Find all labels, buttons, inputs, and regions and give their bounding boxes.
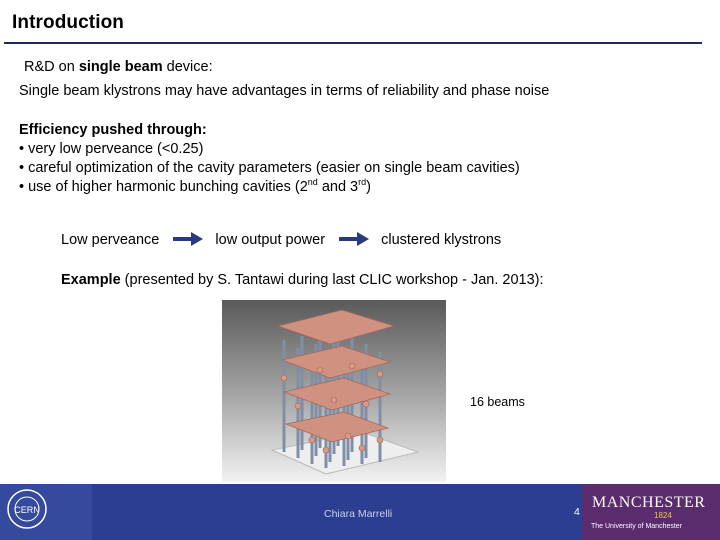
manchester-subtitle: The University of Manchester (591, 523, 683, 530)
intro-line (24, 59, 213, 75)
bullet3-mid: and 3 (317, 179, 359, 195)
efficiency-heading: Efficiency pushed through: (19, 122, 207, 138)
bullet-harmonic-cavities (19, 179, 371, 195)
title-underline (4, 42, 702, 44)
cern-logo-icon (6, 488, 48, 530)
chain-item-clustered-klystrons: clustered klystrons (381, 232, 502, 248)
slide-title: Introduction (12, 12, 125, 33)
svg-text:CERN: CERN (14, 505, 40, 515)
bullet3-sup-nd: nd (307, 177, 318, 187)
example-rest: (presented by S. Tantawi during last CLIC workshop - Jan. 2013): (120, 272, 544, 288)
chain-item-low-output-power: low output power (215, 232, 326, 248)
page-number: 4 (574, 506, 580, 518)
example-bold: Example (61, 272, 121, 288)
example-line (61, 272, 544, 288)
intro-line-bold: single beam (78, 59, 163, 75)
chain-item-low-perveance: Low perveance (61, 232, 160, 248)
bullet-low-perveance: • very low perveance (<0.25) (19, 141, 204, 157)
right-arrow-icon (339, 232, 369, 246)
image-caption: 16 beams (470, 395, 525, 409)
perveance-chain (61, 232, 501, 248)
intro-line-pre: R&D on (24, 59, 79, 75)
author-name: Chiara Marrelli (324, 508, 393, 520)
bullet3-sup-rd: rd (358, 177, 367, 187)
manchester-name: MANCHESTER (592, 494, 706, 511)
intro-line-post: device: (162, 59, 213, 75)
bullet3-pre: • use of higher harmonic bunching cavities (2 (19, 179, 308, 195)
bullet-cavity-optimization: • careful optimization of the cavity parameters (easier on single beam cavities) (19, 160, 520, 176)
bullet3-post: ) (366, 179, 371, 195)
single-beam-advantages: Single beam klystrons may have advantages in terms of reliability and phase noise (19, 83, 550, 99)
manchester-logo-block (582, 484, 720, 540)
right-arrow-icon (173, 232, 203, 246)
manchester-year: 1824 (654, 511, 672, 520)
klystron-cluster-image (222, 300, 446, 482)
